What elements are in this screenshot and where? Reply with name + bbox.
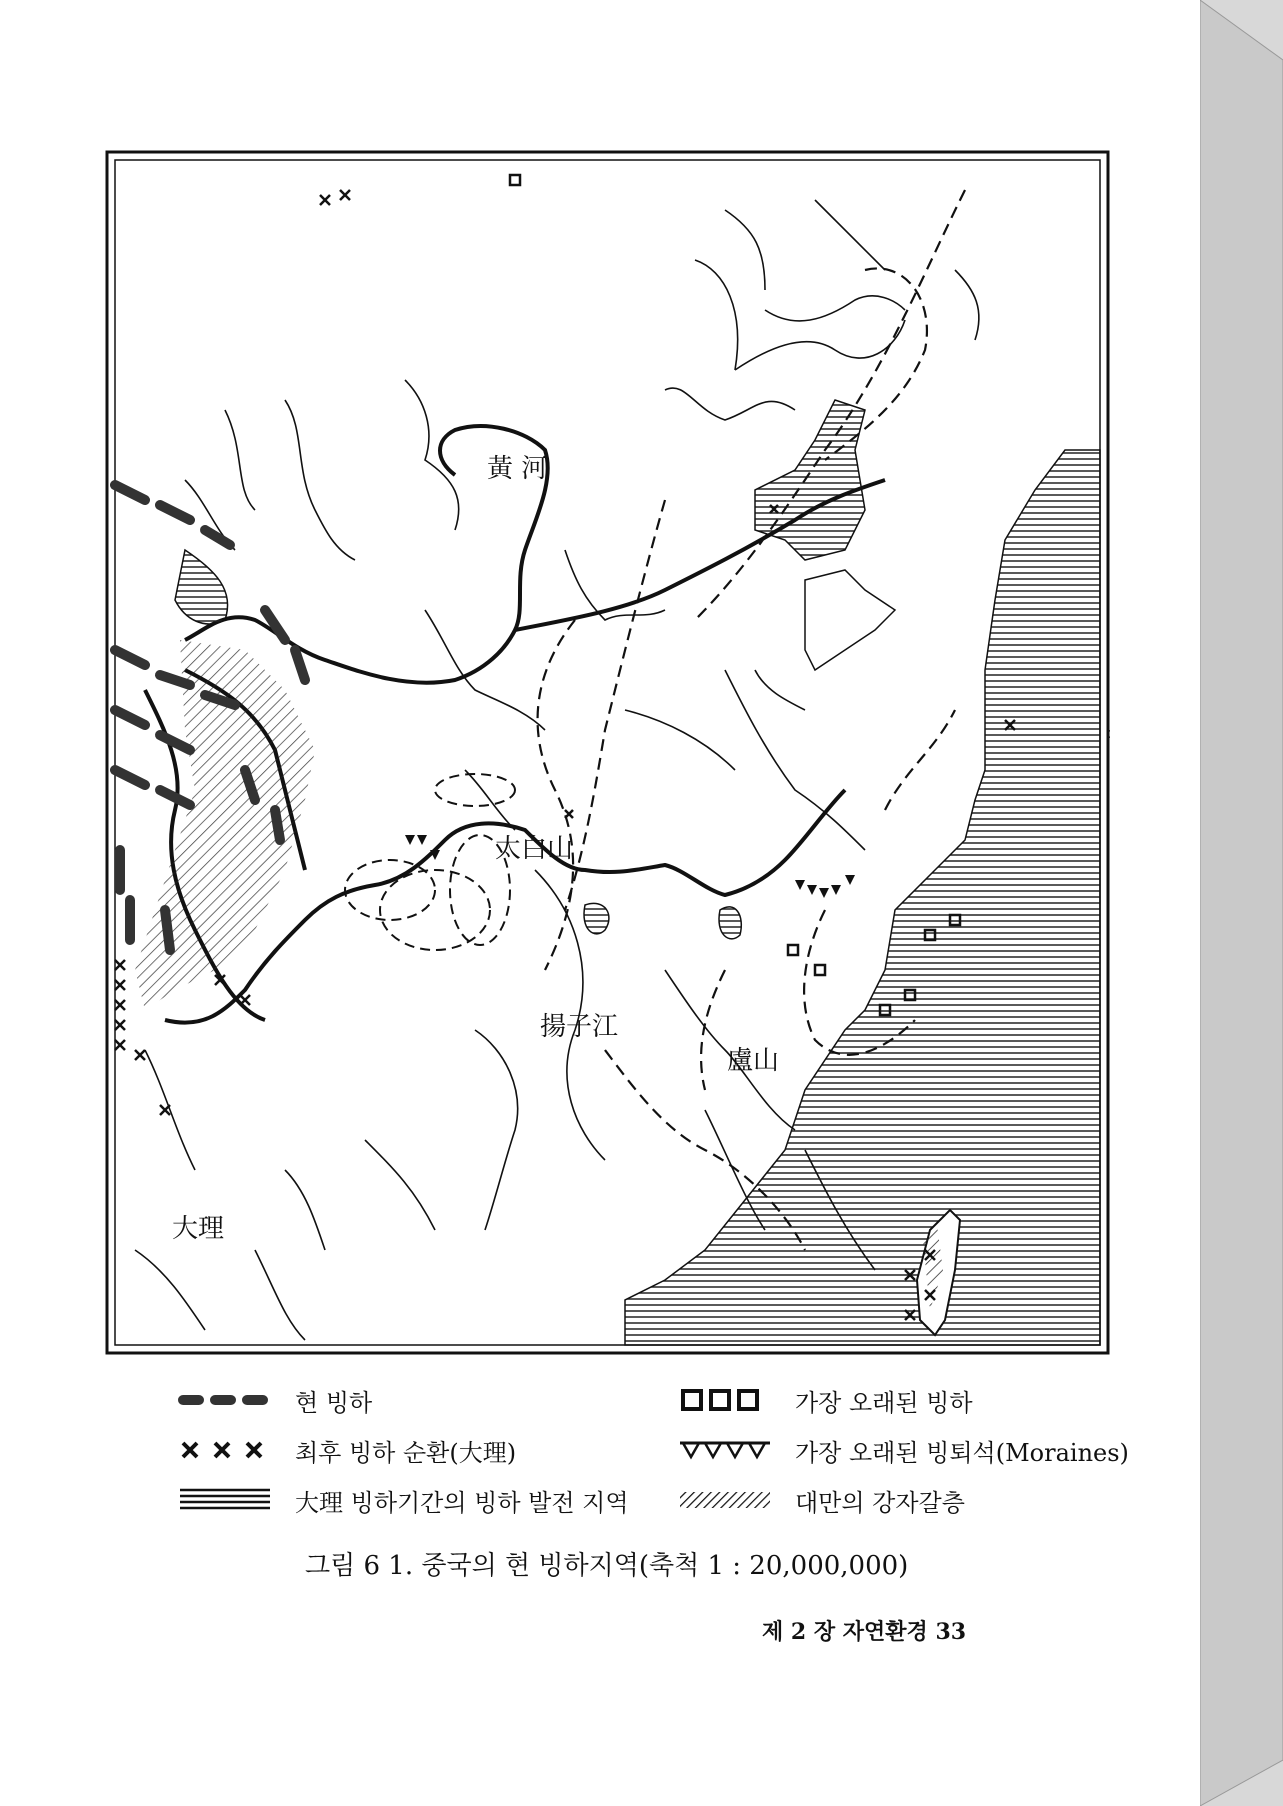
dash-icon bbox=[175, 1385, 275, 1415]
map-label-yangzijiang: 揚子江 bbox=[540, 1012, 619, 1042]
map-label-huanghe: 黃 河 bbox=[487, 454, 548, 484]
legend-text: 최후 빙하 순환(大理) bbox=[295, 1438, 517, 1467]
legend-item-last-glaciation bbox=[175, 1430, 516, 1470]
map-label-taibaishan: 太白山 bbox=[495, 834, 574, 864]
qinghai-lake bbox=[175, 550, 228, 624]
legend-text: 가장 오래된 빙퇴석(Moraines) bbox=[795, 1438, 1129, 1467]
legend-text: 가장 오래된 빙하 bbox=[795, 1388, 973, 1417]
legend-item-oldest-moraines bbox=[675, 1430, 1129, 1470]
triangle-icon bbox=[675, 1435, 775, 1465]
map-label-lushan: 盧山 bbox=[727, 1046, 780, 1076]
map-label-dali: 大理 bbox=[172, 1214, 225, 1244]
glacial-development-area bbox=[135, 640, 315, 1010]
legend-text: 대만의 강자갈층 bbox=[795, 1488, 965, 1517]
legend-text: 현 빙하 bbox=[295, 1388, 373, 1417]
cross-icon bbox=[175, 1435, 275, 1465]
legend-item-current-glacier bbox=[175, 1380, 372, 1420]
page-footer: 제 2 장 자연환경 33 bbox=[762, 1619, 967, 1645]
hatch-icon bbox=[675, 1485, 775, 1515]
lushan-lake bbox=[719, 907, 741, 939]
figure-caption: 그림 6 1. 중국의 현 빙하지역(축척 1 : 20,000,000) bbox=[305, 1551, 909, 1581]
coast-peninsula bbox=[805, 570, 895, 670]
legend-item-taiwan-gravel bbox=[675, 1480, 965, 1520]
legend-text: 大理 빙하기간의 빙하 발전 지역 bbox=[295, 1488, 629, 1517]
china-glacier-map bbox=[105, 150, 1110, 1355]
east-sea-area bbox=[625, 450, 1100, 1345]
map-legend bbox=[175, 1380, 1129, 1530]
moraine-triangles bbox=[405, 835, 855, 898]
poyang-lake bbox=[584, 903, 609, 933]
legend-item-oldest-glacier bbox=[675, 1380, 973, 1420]
hline-icon bbox=[175, 1485, 275, 1515]
square-icon bbox=[675, 1385, 775, 1415]
legend-item-dali-development bbox=[175, 1480, 629, 1520]
